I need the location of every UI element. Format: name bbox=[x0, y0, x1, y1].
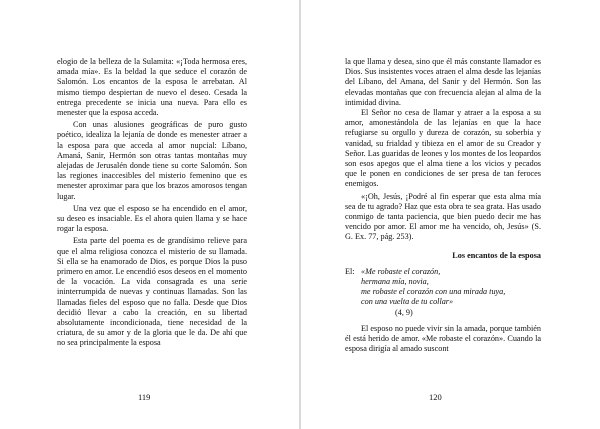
page-number: 119 bbox=[138, 392, 151, 402]
verse-quote bbox=[345, 267, 541, 318]
left-page bbox=[0, 0, 299, 429]
verse-line: «Me robaste el corazón, bbox=[361, 266, 441, 276]
left-page-text bbox=[57, 57, 247, 349]
paragraph: «¡Oh, Jesús, ¡Podré al fin esperar que esta alma mía sea de tu agrado? Haz que esta obra te sea grata. Has usado conmigo de tanta paciencia, que bien puedo decir me has vencido por amor. El amor me ha vencido, oh, Jesús» (S. G. Ex. 77, pág. 253). bbox=[345, 191, 541, 242]
page-number: 120 bbox=[429, 392, 442, 402]
verse-line: me robaste el corazón con una mirada tuya, bbox=[361, 287, 506, 297]
section-heading: Los encantos de la esposa bbox=[452, 250, 541, 260]
verse-line: con una vuelta de tu collar» bbox=[361, 297, 454, 307]
right-page-text bbox=[345, 57, 541, 354]
paragraph: El Señor no cesa de llamar y atraer a la esposa a su amor, amonestándola de las lejanías en que la hace refugiarse su orgullo y dureza de corazón, su soberbia y vanidad, su frialdad y tibieza en el amor de su Creador y Señor. Las guaridas de leones y los montes de los leopardos son esos apegos que el alma tiene a los vicios y pecados que le ponen en condiciones de ser presa de tan feroces enemigos. bbox=[345, 108, 541, 189]
paragraph: Una vez que el esposo se ha encendido en el amor, su deseo es insaciable. Es el ahora quien llama y se hace rogar la esposa. bbox=[57, 203, 247, 234]
verse-reference: (4, 9) bbox=[395, 307, 413, 317]
paragraph: Esta parte del poema es de grandísimo relieve para que el alma religiosa conozca el misterio de su llamada. Si ella se ha enamorado de Dios, es porque Dios la puso primero en amor. Le encendió esos deseos en el momento de la vocación. La vida consagrada es una serie ininterrumpida de nuevas y continuas llamadas. Son las llamadas fieles del esposo que no falla. Desde que Dios decidió llevar a cabo la creación, en su libertad absolutamente incondicionada, tiene necesidad de la criatura, de su amor y de la gloria que le da. De ahí que no sea principalmente la esposa bbox=[57, 236, 247, 348]
right-page bbox=[301, 0, 600, 429]
paragraph: la que llama y desea, sino que él más constante llamador es Dios. Sus insistentes voces atraen el alma desde las lejanías del Líbano, del Amana, del Sanir y del Hermón. Son las elevadas montañas que con frecuencia alejan al alma de la intimidad divina. bbox=[345, 57, 541, 107]
paragraph: El esposo no puede vivir sin la amada, porque también él está herido de amor. «Me robaste el corazón». Cuando la esposa dirigía al amado suscont bbox=[345, 323, 541, 354]
paragraph: Con unas alusiones geográficas de puro gusto poético, idealiza la lejanía de donde es menester atraer a la esposa para que acceda al amor nupcial: Líbano, Amaná, Sanir, Hermón son otras tantas montañas muy alejadas de Jerusalén donde tiene su corte Salomón. Son las regiones inaccesibles del misterio femenino que es menester aproximar para que los brazos amorosos tengan lugar. bbox=[57, 120, 247, 201]
verse-label: El: bbox=[345, 266, 355, 276]
verse-line: hermana mía, novia, bbox=[361, 277, 429, 287]
verse-lines bbox=[361, 267, 541, 318]
paragraph: elogio de la belleza de la Sulamita: «¡Toda hermosa eres, amada mía». Es la beldad la que seduce el corazón de Salomón. Los encantos de la esposa le arrebatan. Al mismo tiempo despiertan de nuevo el deseo. Cesada la entrega precedente se inicia una nueva. Para ello es menester que la esposa acceda. bbox=[57, 57, 247, 118]
